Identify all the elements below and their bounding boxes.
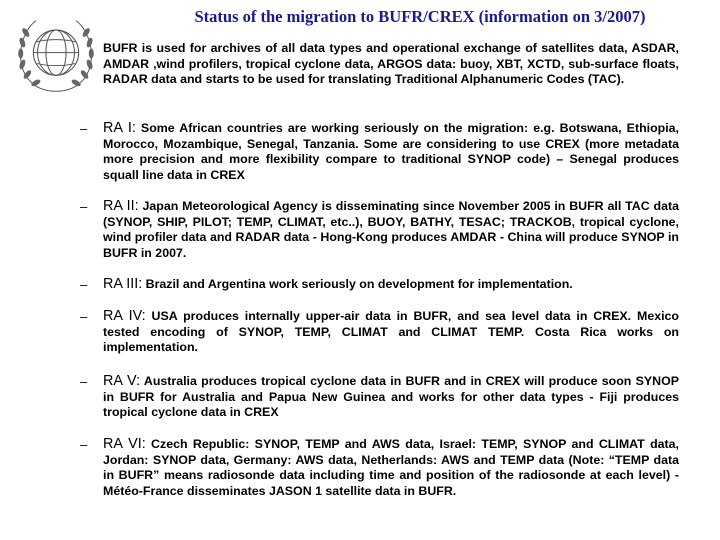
bullet-dash: –: [80, 374, 88, 389]
region-text: Japan Meteorological Agency is disseminating since November 2005 in BUFR all TAC data (SYNOP, SHIP, PILOT; TEMP, CLIMAT, etc..), BUOY, BATHY, TESAC; TRACKOB, tropical cyclone, wind profiler data and RADAR data - Hong-Kong produces AMDAR - China will produce SYNOP in BUFR in 2007.: [103, 199, 679, 260]
ra-2-item: [103, 199, 679, 261]
intro-paragraph: BUFR is used for archives of all data types and operational exchange of satellites data, ASDAR, AMDAR ,wind profilers, tropical cyclone data, ARGOS data: buoy, XBT, XCTD, sub-surface floats, RADAR data and starts to be used for translating Traditional Alphanumeric Codes (TAC).: [103, 41, 679, 87]
bullet-dash: –: [80, 277, 88, 292]
region-text: USA produces internally upper-air data in BUFR, and sea level data in CREX. Mexico tested encoding of SYNOP, TEMP, CLIMAT and CLIMAT TEMP. Costa Rica works on implementation.: [103, 309, 679, 355]
ra-6-item: [103, 437, 679, 499]
bullet-dash: –: [80, 199, 88, 214]
ra-5-item: [103, 374, 679, 421]
region-label: RA VI:: [103, 436, 146, 452]
page-title: Status of the migration to BUFR/CREX (information on 3/2007): [194, 7, 646, 26]
wmo-emblem-icon: [14, 14, 98, 98]
region-label: RA II:: [103, 198, 139, 214]
region-label: RA III:: [103, 276, 143, 292]
ra-4-item: [103, 309, 679, 356]
ra-1-item: [103, 121, 679, 183]
bullet-dash: –: [80, 121, 88, 136]
region-label: RA IV:: [103, 308, 146, 324]
region-label: RA I:: [103, 120, 136, 136]
bullet-dash: –: [80, 309, 88, 324]
region-label: RA V:: [103, 373, 141, 389]
ra-3-item: [103, 277, 679, 293]
region-text: Brazil and Argentina work seriously on development for implementation.: [142, 277, 573, 291]
bullet-dash: –: [80, 437, 88, 452]
region-text: Some African countries are working seriously on the migration: e.g. Botswana, Ethiopia, Morocco, Mozambique, Senegal, Tanzania. Some are considering to use CREX (more metadata more precision and more flexibility compare to traditional SYNOP code) – Senegal produces squall line data in CREX: [103, 121, 679, 182]
region-text: Australia produces tropical cyclone data in BUFR and in CREX will produce soon SYNOP in BUFR for Australia and Papua New Guinea and works for other data types - Fiji produces tropical cyclone data in CREX: [103, 374, 679, 420]
region-text: Czech Republic: SYNOP, TEMP and AWS data, Israel: TEMP, SYNOP and CLIMAT data, Jordan: SYNOP data, Germany: AWS data, Netherlands: AWS and TEMP data (Note: “TEMP data in BUFR” means radiosonde data including time and position of the radiosonde at each level) - Météo-France disseminates JASON 1 satellite data in BUFR.: [103, 437, 680, 498]
